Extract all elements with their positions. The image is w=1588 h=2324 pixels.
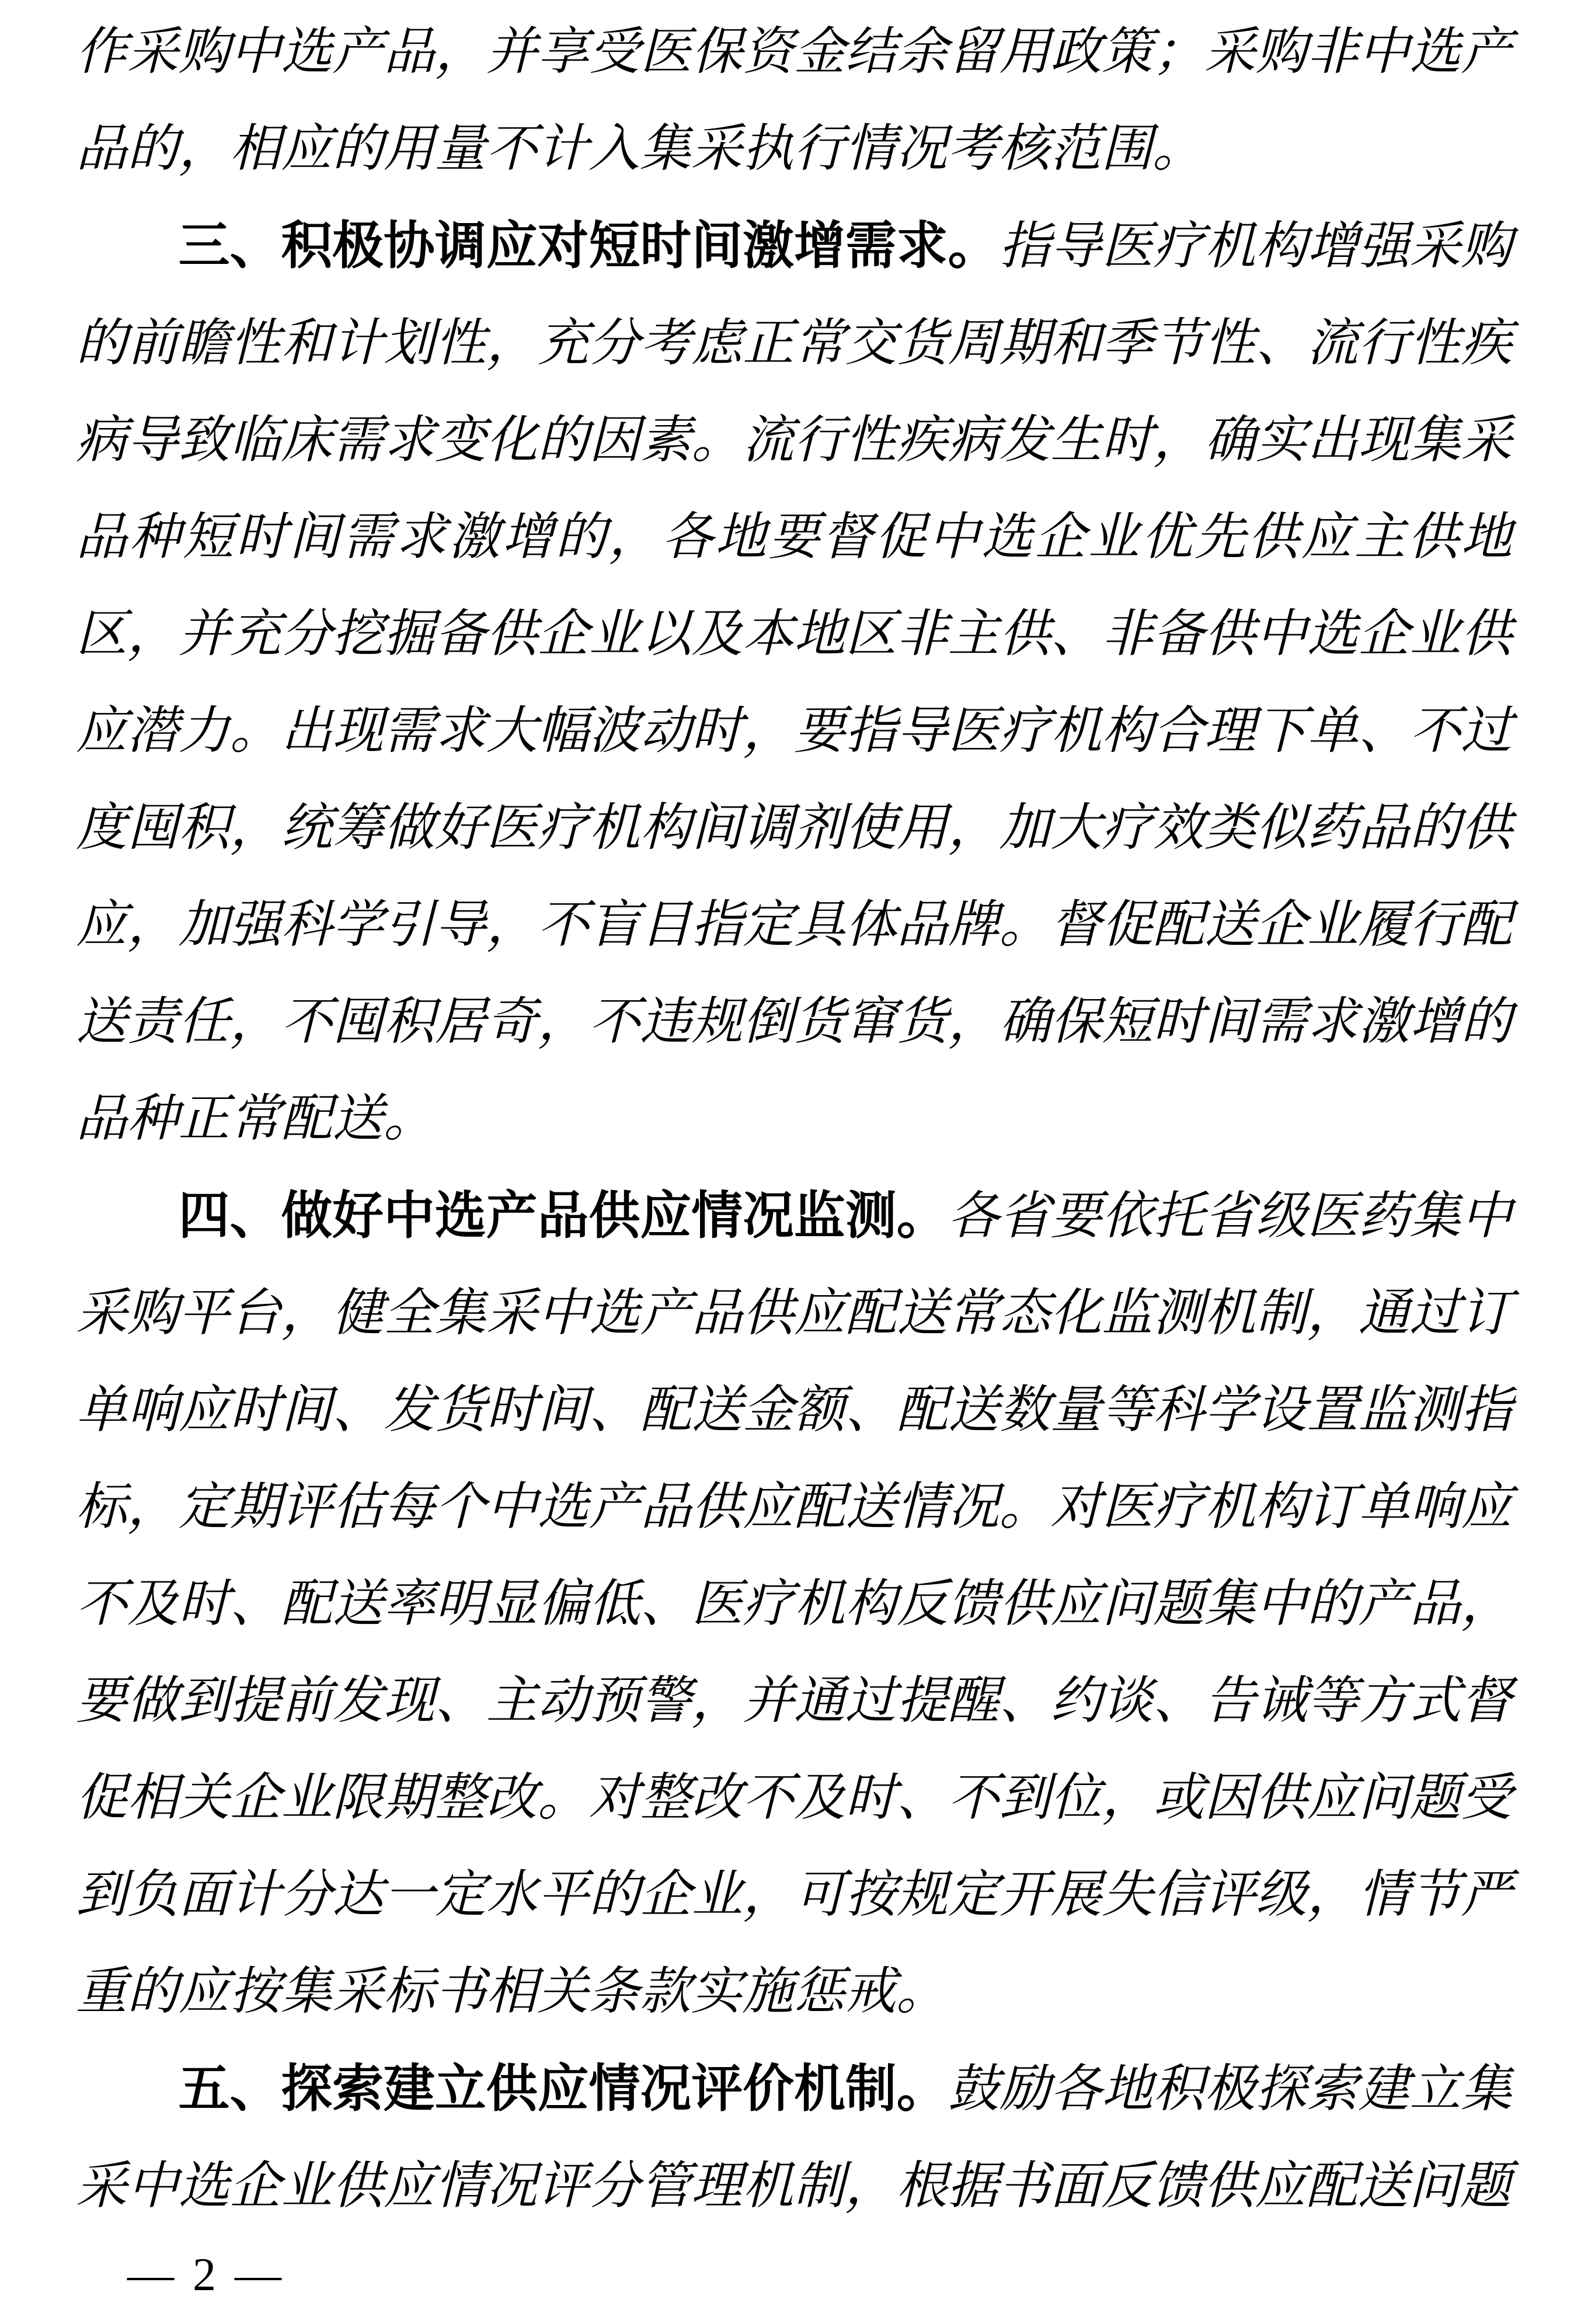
section-3-body-text: 指导医疗机构增强采购的前瞻性和计划性，充分考虑正常交货周期和季节性、流行性疾病导致临床需求变化的因素。流行性疾病发生时，确实出现集采品种短时间需求激增的，各地要督促中选企业优先供应主供地区，并充分挖掘备供企业以及本地区非主供、非备供中选企业供应潜力。出现需求大幅波动时，要指导医疗机构合理下单、不过度囤积，统筹做好医疗机构间调剂使用，加大疗效类似药品的供应，加强科学引导，不盲目指定具体品牌。督促配送企业履行配送责任，不囤积居奇，不违规倒货窜货，确保短时间需求激增的品种正常配送。 [76, 218, 1512, 1147]
paragraph-section-4 [76, 1167, 1512, 2040]
paragraph-section-5 [76, 2040, 1512, 2235]
page-number: 2 [193, 2249, 216, 2301]
footer-dash-left: — [127, 2249, 174, 2301]
section-5-body-text: 鼓励各地积极探索建立集采中选企业供应情况评分管理机制，根据书面反馈供应配送问题 [76, 2061, 1512, 2214]
paragraph-section-3 [76, 197, 1512, 1167]
section-4-body-text: 各省要依托省级医药集中采购平台，健全集采中选产品供应配送常态化监测机制，通过订单响应时间、发货时间、配送金额、配送数量等科学设置监测指标，定期评估每个中选产品供应配送情况。对医疗机构订单响应不及时、配送率明显偏低、医疗机构反馈供应问题集中的产品，要做到提前发现、主动预警，并通过提醒、约谈、告诫等方式督促相关企业限期整改。对整改不及时、不到位，或因供应问题受到负面计分达一定水平的企业，可按规定开展失信评级，情节严重的应按集采标书相关条款实施惩戒。 [76, 1188, 1512, 2020]
paragraph-continuation-text: 作采购中选产品，并享受医保资金结余留用政策；采购非中选产品的，相应的用量不计入集采执行情况考核范围。 [76, 23, 1512, 177]
footer-dash-right: — [235, 2249, 281, 2301]
paragraph-continuation [76, 4, 1512, 197]
section-3-heading: 三、积极协调应对短时间激增需求。 [178, 217, 1000, 274]
section-5-heading: 五、探索建立供应情况评价机制。 [178, 2060, 948, 2117]
page-footer [127, 2247, 281, 2303]
section-4-heading: 四、做好中选产品供应情况监测。 [178, 1187, 948, 1244]
